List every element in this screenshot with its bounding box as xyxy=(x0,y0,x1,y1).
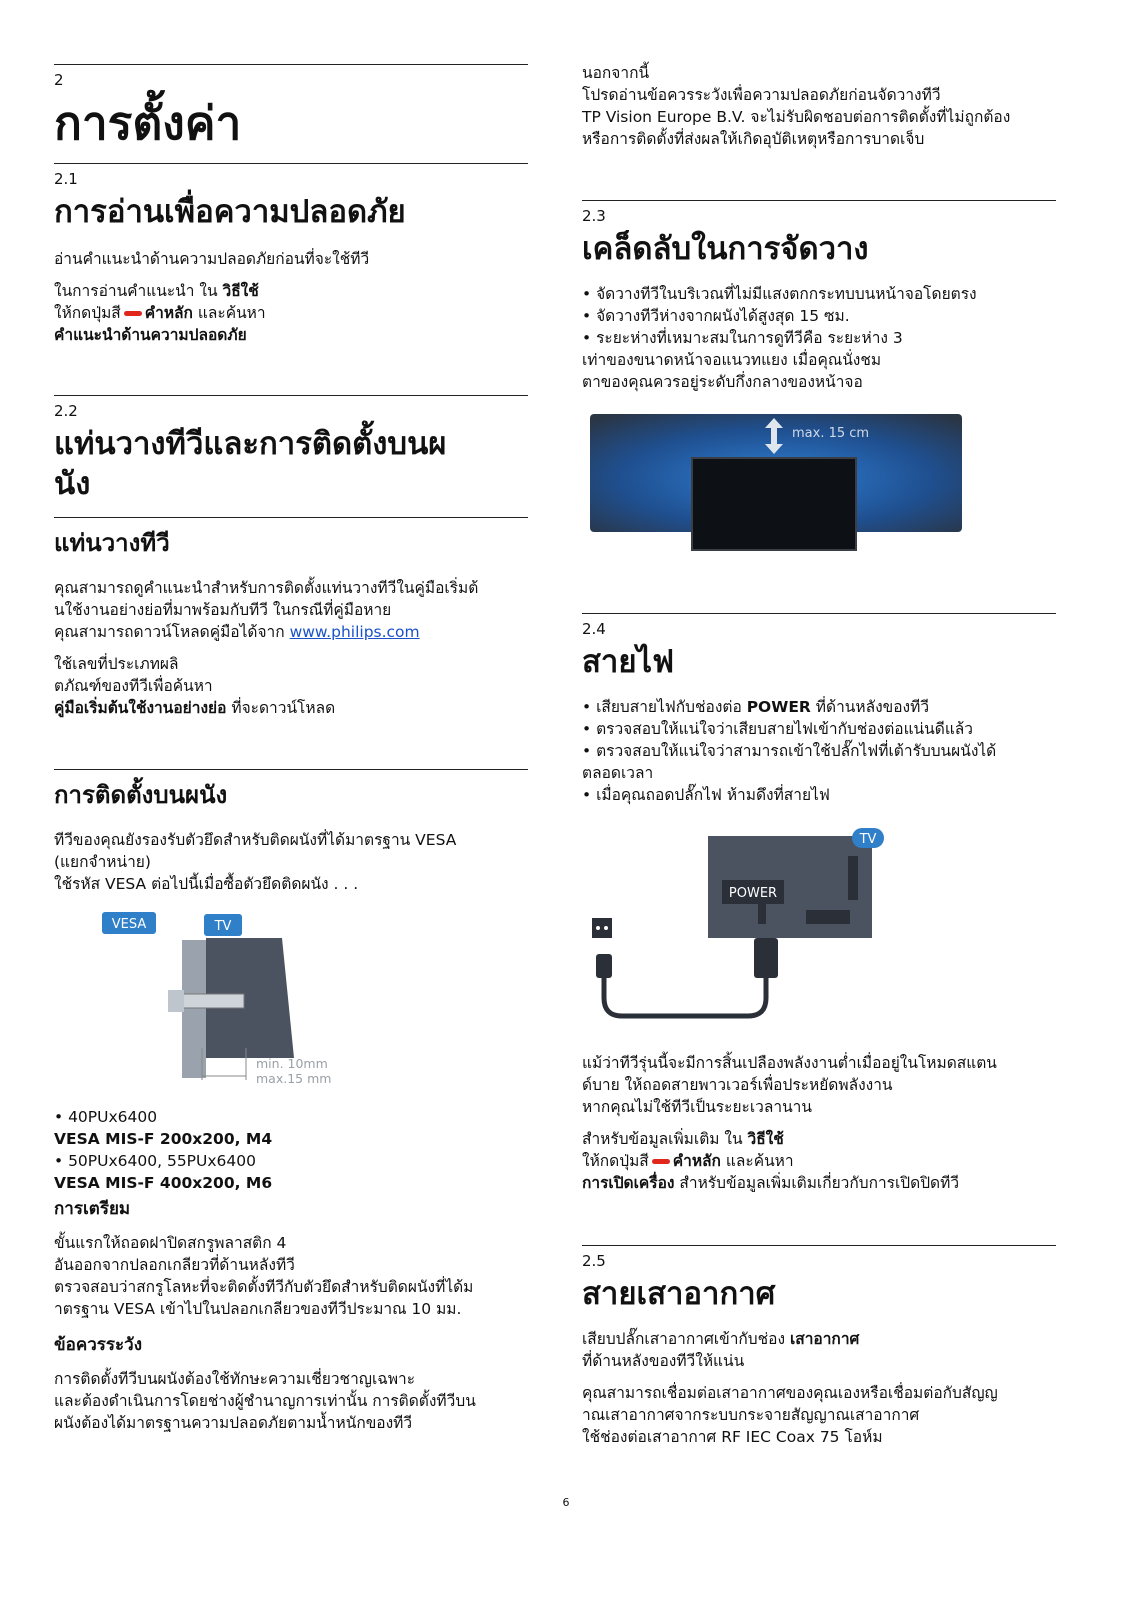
tv-badge-label: TV xyxy=(859,832,877,847)
bullet-item: • ระยะห่างที่เหมาะสมในการดูทีวีคือ ระยะห่าง 3 xyxy=(582,329,903,347)
bullet-item: • จัดวางทีวีในบริเวณที่ไม่มีแสงตกกระทบบนหน้าจอโดยตรง xyxy=(582,285,977,303)
section-rule xyxy=(582,613,1056,614)
text-line: ขั้นแรกให้ถอดฝาปิดสกรูพลาสติก 4 xyxy=(54,1234,287,1252)
text-line: นอกจากนี้ xyxy=(582,64,650,82)
section-rule xyxy=(54,64,528,65)
philips-link[interactable]: www.philips.com xyxy=(289,623,420,641)
text-line: ผนังต้องได้มาตรฐานความปลอดภัยตามน้ำหนักของทีวี xyxy=(54,1414,413,1432)
screw-head xyxy=(168,990,184,1012)
section-title: เคล็ดลับในการจัดวาง xyxy=(582,231,869,267)
text-line: ตรวจสอบว่าสกรูโลหะที่จะติดตั้งทีวีกับตัวยึดสำหรับติดผนังที่ได้ม xyxy=(54,1278,474,1296)
text-line: คู่มือเริ่มต้นใช้งานอย่างย่อ ที่จะดาวน์โหลด xyxy=(54,699,336,717)
subsection-title: แท่นวางทีวี xyxy=(54,529,170,557)
power-label: POWER xyxy=(728,886,778,901)
power-socket xyxy=(758,904,766,924)
bullet-item: • เสียบสายไฟกับช่องต่อ POWER ที่ด้านหลังของทีวี xyxy=(582,698,930,716)
tv-port xyxy=(806,910,850,924)
red-key-icon xyxy=(124,311,142,316)
text-line: โปรดอ่านข้อควรระวังเพื่อความปลอดภัยก่อนจัดวางทีวี xyxy=(582,86,941,104)
bullet-item: • เมื่อคุณถอดปลั๊กไฟ ห้ามดึงที่สายไฟ xyxy=(582,786,830,804)
section-number: 2.4 xyxy=(582,620,606,638)
text-line: คุณสามารถเชื่อมต่อเสาอากาศของคุณเองหรือเชื่อมต่อกับสัญญ xyxy=(582,1384,998,1402)
text-line: (แยกจำหน่าย) xyxy=(54,853,151,871)
text-line: คุณสามารถดูคำแนะนำสำหรับการติดตั้งแท่นวางทีวีในคู่มือเริ่มต้ xyxy=(54,579,479,597)
text-line: ตาของคุณควรอยู่ระดับกึ่งกลางของหน้าจอ xyxy=(582,373,863,391)
vesa-badge-label: VESA xyxy=(111,917,147,932)
text-line: ที่ด้านหลังของทีวีให้แน่น xyxy=(582,1352,745,1370)
text-line: ด์บาย ให้ถอดสายพาวเวอร์เพื่อประหยัดพลังงาน xyxy=(582,1076,893,1094)
vesa-mount-illustration xyxy=(98,908,348,1088)
section-number: 2.1 xyxy=(54,170,78,188)
red-key-icon xyxy=(652,1159,670,1164)
section-2-1 xyxy=(54,167,528,346)
power-cable xyxy=(604,978,766,1016)
text-line: ตลอดเวลา xyxy=(582,764,654,782)
text-line: าตรฐาน VESA เข้าไปในปลอกเกลียวของทีวีประมาณ 10 มม. xyxy=(54,1300,462,1318)
subsection-rule xyxy=(54,517,528,518)
section-rule xyxy=(582,1245,1056,1246)
text-line: ตภัณฑ์ของทีวีเพื่อค้นหา xyxy=(54,677,213,695)
section-rule xyxy=(54,395,528,396)
text-line: สำหรับข้อมูลเพิ่มเติม ใน วิธีใช้ xyxy=(582,1130,784,1148)
text-line: หากคุณไม่ใช้ทีวีเป็นระยะเวลานาน xyxy=(582,1098,812,1116)
page-number: 6 xyxy=(562,1496,570,1509)
text-line: เสียบปลั๊กเสาอากาศเข้ากับช่อง เสาอากาศ xyxy=(582,1330,860,1348)
text-line: ให้กดปุ่มสี คำหลัก และค้นหา xyxy=(582,1152,794,1170)
text-line: าณเสาอากาศจากระบบกระจายสัญญาณเสาอากาศ xyxy=(582,1406,920,1424)
max-label: max.15 mm xyxy=(256,1071,332,1086)
section-number: 2 xyxy=(54,71,64,89)
section-2-4 xyxy=(582,617,1058,806)
tv-screen xyxy=(692,458,856,550)
text-line: ใช้เลขที่ประเภทผลิ xyxy=(54,655,179,673)
model-item: • 50PUx6400, 55PUx6400 xyxy=(54,1152,256,1170)
text-line: เท่าของขนาดหน้าจอแนวทแยง เมื่อคุณนั่งชม xyxy=(582,351,882,369)
text-line: คำแนะนำด้านความปลอดภัย xyxy=(54,326,247,344)
paragraph: อ่านคำแนะนำด้านความปลอดภัยก่อนที่จะใช้ทีวี xyxy=(54,250,370,268)
section-number: 2.2 xyxy=(54,402,78,420)
text-line: หรือการติดตั้งที่ส่งผลให้เกิดอุบัติเหตุหรือการบาดเจ็บ xyxy=(582,130,925,148)
screw xyxy=(182,994,244,1008)
section-number: 2.5 xyxy=(582,1252,606,1270)
section-rule xyxy=(54,163,528,164)
model-item: • 40PUx6400 xyxy=(54,1108,158,1126)
help-link-text: วิธีใช้ xyxy=(222,282,259,300)
section-title: การอ่านเพื่อความปลอดภัย xyxy=(54,194,406,230)
section-title-line-2: นัง xyxy=(54,466,91,502)
wall-socket-icon xyxy=(592,918,612,938)
chapter-title: การตั้งค่า xyxy=(54,96,242,150)
text-line: นใช้งานอย่างย่อที่มาพร้อมกับทีวี ในกรณีที่คู่มือหาย xyxy=(54,601,392,619)
section-2-3 xyxy=(582,204,1058,393)
power-cord-illustration xyxy=(582,826,892,1026)
prep-title: การเตรียม xyxy=(54,1199,131,1219)
text-line: การเปิดเครื่อง สำหรับข้อมูลเพิ่มเติมเกี่ยวกับการเปิดปิดทีวี xyxy=(582,1174,960,1192)
subsection-rule xyxy=(54,769,528,770)
placement-illustration xyxy=(590,414,964,554)
bullet-item: • ตรวจสอบให้แน่ใจว่าเสียบสายไฟเข้ากับช่องต่อแน่นดีแล้ว xyxy=(582,720,974,738)
model-spec: VESA MIS-F 400x200, M6 xyxy=(54,1174,273,1192)
bullet-item: • จัดวางทีวีห่างจากผนังได้สูงสุด 15 ซม. xyxy=(582,307,850,325)
tv-badge-label: TV xyxy=(214,919,232,934)
text-line: ให้กดปุ่มสี คำหลัก และค้นหา xyxy=(54,304,266,322)
min-label: min. 10mm xyxy=(256,1056,328,1071)
plug-icon xyxy=(596,954,612,978)
section-2-5 xyxy=(582,1249,1058,1448)
text-line: ในการอ่านคำแนะนำ ใน วิธีใช้ xyxy=(54,282,259,300)
text-line: ทีวีของคุณยังรองรับตัวยึดสำหรับติดผนังที่ได้มาตรฐาน VESA xyxy=(54,831,457,849)
text-line: ใช้ช่องต่อเสาอากาศ RF IEC Coax 75 โอห์ม xyxy=(582,1428,883,1446)
text-line: ใช้รหัส VESA ต่อไปนี้เมื่อซื้อตัวยึดติดผนัง . . . xyxy=(54,875,359,893)
section-number: 2.3 xyxy=(582,207,606,225)
power-connector xyxy=(754,938,778,978)
text-line: และต้องดำเนินการโดยช่างผู้ชำนาญการเท่านั้น การติดตั้งทีวีบน xyxy=(54,1392,476,1410)
subsection-title: การติดตั้งบนผนัง xyxy=(54,781,228,809)
section-title: สายไฟ xyxy=(582,644,675,680)
model-spec: VESA MIS-F 200x200, M4 xyxy=(54,1130,273,1148)
bullet-item: • ตรวจสอบให้แน่ใจว่าสามารถเข้าใช้ปลั๊กไฟที่เต้ารับบนผนังได้ xyxy=(582,742,997,760)
section-2-2 xyxy=(54,399,528,504)
max-distance-label: max. 15 cm xyxy=(792,426,870,441)
text-line: อันออกจากปลอกเกลียวที่ด้านหลังทีวี xyxy=(54,1256,295,1274)
text-line: การติดตั้งทีวีบนผนังต้องใช้ทักษะความเชี่ยวชาญเฉพาะ xyxy=(54,1370,416,1388)
text-line: TP Vision Europe B.V. จะไม่รับผิดชอบต่อการติดตั้งที่ไม่ถูกต้อง xyxy=(582,108,1011,126)
section-title: สายเสาอากาศ xyxy=(582,1276,776,1312)
caution-title: ข้อควรระวัง xyxy=(54,1335,142,1355)
text-line: แม้ว่าทีวีรุ่นนี้จะมีการสิ้นเปลืองพลังงานต่ำเมื่ออยู่ในโหมดสแตน xyxy=(582,1054,997,1072)
tv-port xyxy=(848,856,858,900)
section-title-line-1: แท่นวางทีวีและการติดตั้งบนผ xyxy=(54,426,447,462)
text-line: คุณสามารถดาวน์โหลดคู่มือได้จาก www.philips.com xyxy=(54,623,420,641)
section-rule xyxy=(582,200,1056,201)
